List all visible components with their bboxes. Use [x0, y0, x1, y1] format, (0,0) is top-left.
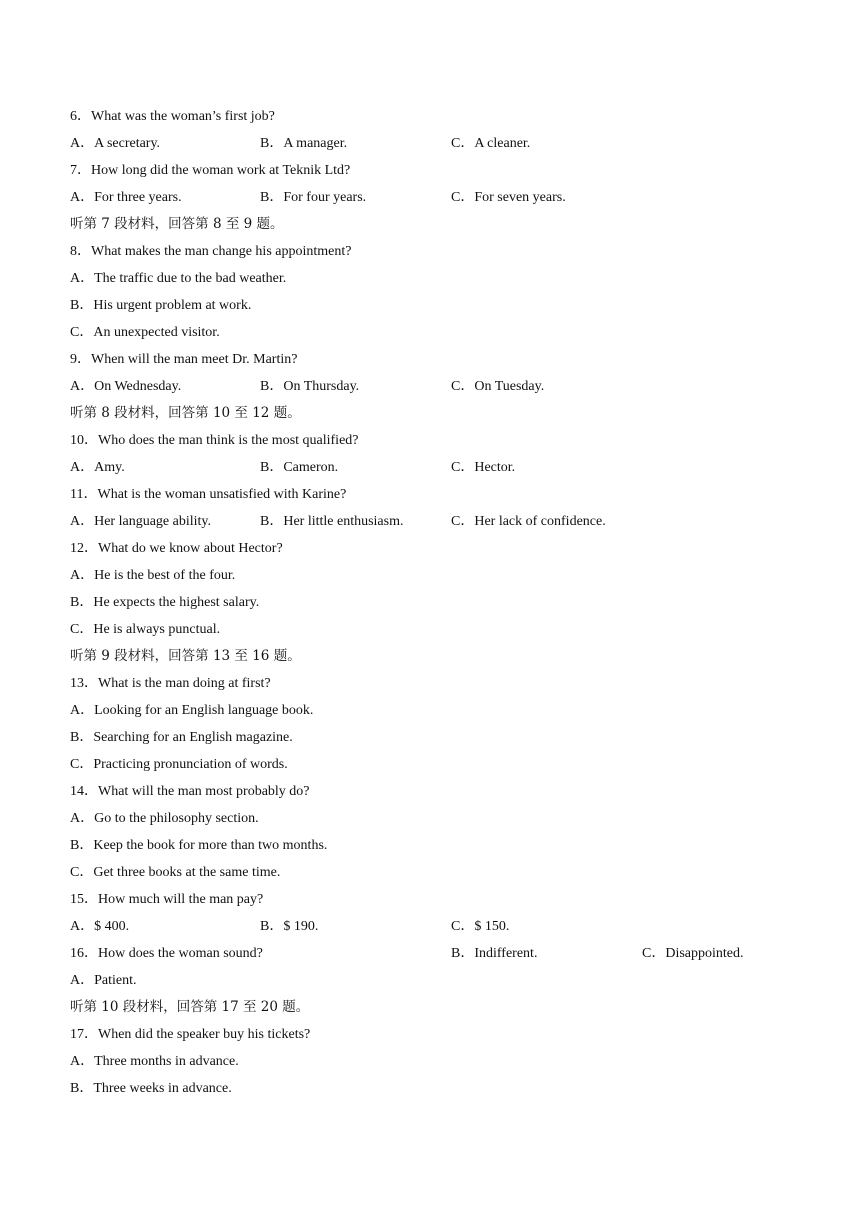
- option-text: A．A secretary.: [70, 136, 161, 151]
- question-line: 10．Who does the man think is the most qualified?: [70, 433, 359, 448]
- question-line: C．Practicing pronunciation of words.: [70, 757, 288, 772]
- option-text: B．$ 190.: [260, 919, 319, 934]
- option-text: C．Disappointed.: [642, 946, 744, 961]
- question-line: B．His urgent problem at work.: [70, 298, 252, 313]
- question-line: A．Three months in advance.: [70, 1054, 239, 1069]
- option-text: C．For seven years.: [451, 190, 566, 205]
- option-text: B．Cameron.: [260, 460, 339, 475]
- question-line: A．Go to the philosophy section.: [70, 811, 259, 826]
- question-line: 7．How long did the woman work at Teknik Ltd?: [70, 163, 351, 178]
- option-text: A．On Wednesday.: [70, 379, 182, 394]
- question-text: 16．How does the woman sound?: [70, 946, 263, 961]
- option-text: C．Hector.: [451, 460, 516, 475]
- question-line: C．Get three books at the same time.: [70, 865, 281, 880]
- option-text: B．For four years.: [260, 190, 367, 205]
- question-line: C．An unexpected visitor.: [70, 325, 220, 340]
- option-text: B．Her little enthusiasm.: [260, 514, 404, 529]
- question-line: B．Keep the book for more than two months.: [70, 838, 328, 853]
- option-text: B．Indifferent.: [451, 946, 538, 961]
- option-text: C．On Tuesday.: [451, 379, 545, 394]
- question-line: A．The traffic due to the bad weather.: [70, 271, 287, 286]
- question-line: 12．What do we know about Hector?: [70, 541, 283, 556]
- question-line: 11．What is the woman unsatisfied with Karine?: [70, 487, 347, 502]
- question-line: A．Patient.: [70, 973, 137, 988]
- question-line: 9．When will the man meet Dr. Martin?: [70, 352, 298, 367]
- option-text: C．$ 150.: [451, 919, 510, 934]
- question-line: 6．What was the woman’s first job?: [70, 109, 275, 124]
- section-instruction: 听第 9 段材料，回答第 13 至 16 题。: [70, 648, 301, 664]
- option-text: C．Her lack of confidence.: [451, 514, 606, 529]
- question-line: 13．What is the man doing at first?: [70, 676, 271, 691]
- question-line: B．Three weeks in advance.: [70, 1081, 232, 1096]
- option-text: C．A cleaner.: [451, 136, 531, 151]
- option-text: B．A manager.: [260, 136, 348, 151]
- section-instruction: 听第 8 段材料，回答第 10 至 12 题。: [70, 405, 301, 421]
- option-text: B．On Thursday.: [260, 379, 360, 394]
- option-text: A．Her language ability.: [70, 514, 211, 529]
- question-line: 8．What makes the man change his appointment?: [70, 244, 352, 259]
- question-line: B．Searching for an English magazine.: [70, 730, 293, 745]
- question-line: C．He is always punctual.: [70, 622, 221, 637]
- option-text: A．$ 400.: [70, 919, 130, 934]
- question-line: B．He expects the highest salary.: [70, 595, 260, 610]
- option-text: A．Amy.: [70, 460, 125, 475]
- question-line: A．Looking for an English language book.: [70, 703, 314, 718]
- question-line: A．He is the best of the four.: [70, 568, 236, 583]
- question-line: 17．When did the speaker buy his tickets?: [70, 1027, 311, 1042]
- section-instruction: 听第 7 段材料，回答第 8 至 9 题。: [70, 216, 284, 232]
- question-line: 15．How much will the man pay?: [70, 892, 264, 907]
- option-text: A．For three years.: [70, 190, 182, 205]
- question-line: 14．What will the man most probably do?: [70, 784, 310, 799]
- section-instruction: 听第 10 段材料，回答第 17 至 20 题。: [70, 999, 310, 1015]
